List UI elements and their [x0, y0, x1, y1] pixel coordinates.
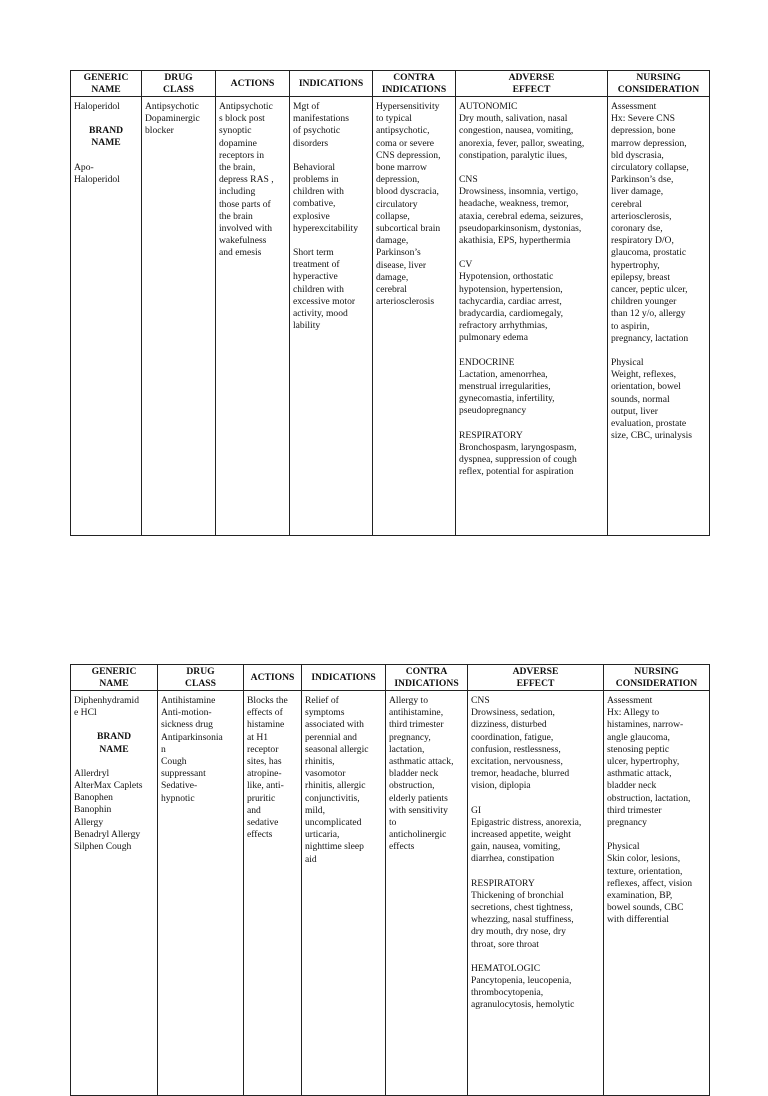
nursing-section: [607, 695, 706, 829]
adverse-section-text: Lactation, amenorrhea, menstrual irregularities, gynecomastia, infertility, pseudopregnancy: [459, 368, 555, 417]
header-generic-name: GENERIC NAME: [71, 71, 142, 97]
cell-contra-indications: [373, 97, 456, 536]
header-drug-class: DRUG CLASS: [158, 665, 244, 691]
cell-generic-name: [71, 97, 142, 536]
indication-item: Short term treatment of hyperactive children with excessive motor activity, mood lability: [293, 247, 356, 332]
cell-indications: [290, 97, 373, 536]
adverse-section: [459, 174, 604, 247]
drug-class: Antihistamine Anti-motion- sickness drug Antiparkinsonia n Cough suppressant Sedative- hypnotic: [161, 695, 223, 804]
brand-name-label: BRAND NAME: [96, 731, 132, 755]
nursing-section-title: Assessment: [607, 695, 653, 706]
actions-text: Antipsychotic s block post synoptic dopamine receptors in the brain, depress RAS , including those parts of the brain involved with wakefulness and emesis: [219, 101, 274, 259]
nursing-section-title: Physical: [607, 841, 640, 853]
adverse-section-text: Drowsiness, sedation, dizziness, disturbed coordination, fatigue, confusion, restlessness, excitation, nervousness, tremor, headache, blurred vision, diplopia: [471, 707, 570, 792]
nursing-section-text: Hx: Severe CNS depression, bone marrow depression, bld dyscrasia, circulatory collapse, Parkinson’s dse, liver damage, cerebral arteriosclerosis, coronary dse, respiratory D/O, glaucoma, prostatic hypertrophy, epilepsy, breast cancer, peptic ulcer, children younger than 12 y/o, allergy to aspirin, pregnancy, lactation: [611, 113, 689, 344]
cell-contra-indications: [386, 691, 468, 1096]
header-contra-indications: CONTRA INDICATIONS: [373, 71, 456, 97]
adverse-section: [471, 963, 600, 1012]
adverse-section-title: CV: [459, 259, 473, 271]
header-nursing-consideration: NURSING CONSIDERATION: [608, 71, 710, 97]
cell-nursing-consideration: [604, 691, 710, 1096]
cell-generic-name: [71, 691, 158, 1096]
table-header-row: [71, 665, 710, 691]
nursing-section: [607, 841, 706, 926]
header-adverse-effect: ADVERSE EFFECT: [456, 71, 608, 97]
adverse-section-title: AUTONOMIC: [459, 101, 518, 112]
header-adverse-effect: ADVERSE EFFECT: [468, 665, 604, 691]
drug-table-diphenhydramine: [70, 664, 710, 1096]
cell-adverse-effect: [456, 97, 608, 536]
nursing-section-text: Weight, reflexes, orientation, bowel sounds, normal output, liver evaluation, prostate size, CBC, urinalysis: [611, 369, 693, 442]
table-row: [71, 691, 710, 1096]
adverse-section-title: GI: [471, 804, 482, 816]
header-actions: ACTIONS: [244, 665, 302, 691]
cell-actions: [244, 691, 302, 1096]
generic-name: Diphenhydramid e HCl: [74, 695, 140, 719]
adverse-section: [459, 259, 604, 344]
indication-item: Mgt of manifestations of psychotic disorders: [293, 101, 349, 149]
adverse-section-text: Pancytopenia, leucopenia, thrombocytopenia, agranulocytosis, hemolytic: [471, 975, 575, 1011]
adverse-section-title: CNS: [471, 695, 490, 706]
nursing-section-title: Assessment: [611, 101, 657, 112]
adverse-section-title: RESPIRATORY: [459, 429, 523, 441]
cell-drug-class: [142, 97, 216, 536]
adverse-section: [459, 430, 604, 479]
header-indications: INDICATIONS: [302, 665, 386, 691]
actions-text: Blocks the effects of histamine at H1 receptor sites, has atropine- like, anti- pruritic and sedative effects: [247, 695, 288, 841]
cell-adverse-effect: [468, 691, 604, 1096]
header-actions: ACTIONS: [216, 71, 290, 97]
nursing-section: [611, 101, 706, 345]
adverse-section-text: Drowsiness, insomnia, vertigo, headache, weakness, tremor, ataxia, cerebral edema, seizures, pseudoparkinsonism, dystonias, akathisia, EPS, hyperthermia: [459, 186, 584, 247]
adverse-section-text: Thickening of bronchial secretions, chest tightness, whezzing, nasal stuffiness, dry mouth, dry nose, dry throat, sore throat: [471, 889, 574, 950]
indication-item: Behavioral problems in children with combative, explosive hyperexcitability: [293, 161, 359, 234]
brand-names: Allerdryl AlterMax Caplets Banophen Banophin Allergy Benadryl Allergy Silphen Cough: [74, 767, 143, 853]
adverse-section: [459, 101, 604, 162]
brand-names: Apo- Haloperidol: [74, 161, 120, 185]
drug-table-haloperidol: [70, 70, 710, 536]
nursing-section-title: Physical: [611, 357, 644, 369]
header-generic-name: GENERIC NAME: [71, 665, 158, 691]
nursing-section-text: Hx: Allegy to histamines, narrow- angle glaucoma, stenosing peptic ulcer, hypertrophy, asthmatic attack, bladder neck obstruction, lactation, third trimester pregnancy: [607, 707, 691, 829]
adverse-section-title: CNS: [459, 174, 478, 186]
header-contra-indications: CONTRA INDICATIONS: [386, 665, 468, 691]
contra-indications-text: Hypersensitivity to typical antipsychotic, coma or severe CNS depression, bone marrow depression, blood dyscracia, circulatory collapse, subcortical brain damage, Parkinson’s disease, liver damage, cerebral arteriosclerosis: [376, 101, 441, 308]
adverse-section: [471, 878, 600, 951]
cell-indications: [302, 691, 386, 1096]
cell-drug-class: [158, 691, 244, 1096]
drug-class: Antipsychotic Dopaminergic blocker: [145, 101, 200, 137]
nursing-section-text: Skin color, lesions, texture, orientation, reflexes, affect, vision examination, BP, bowel sounds, CBC with differential: [607, 853, 693, 926]
nursing-section: [611, 357, 706, 442]
adverse-section-text: Hypotension, orthostatic hypotension, hypertension, tachycardia, cardiac arrest, bradycardia, cardiomegaly, refractory arrhythmias, pulmonary edema: [459, 271, 564, 344]
indication-item: Relief of symptoms associated with perennial and seasonal allergic rhinitis, vasomotor rhinitis, allergic conjunctivitis, mild, uncomplicated urticaria, nighttime sleep aid: [305, 695, 369, 865]
table-header-row: [71, 71, 710, 97]
header-drug-class: DRUG CLASS: [142, 71, 216, 97]
adverse-section-title: ENDOCRINE: [459, 356, 515, 368]
generic-name: Haloperidol: [74, 101, 120, 112]
adverse-section-title: RESPIRATORY: [471, 877, 535, 889]
cell-actions: [216, 97, 290, 536]
brand-name-label: BRAND NAME: [88, 125, 124, 149]
table-row: [71, 97, 710, 536]
contra-indications-text: Allergy to antihistamine, third trimester pregnancy, lactation, asthmatic attack, bladder neck obstruction, elderly patients with sensitivity to anticholinergic effects: [389, 695, 454, 853]
adverse-section-title: HEMATOLOGIC: [471, 962, 541, 974]
adverse-section: [471, 805, 600, 866]
adverse-section-text: Epigastric distress, anorexia, increased appetite, weight gain, nausea, vomiting, diarrhea, constipation: [471, 816, 582, 865]
adverse-section-text: Dry mouth, salivation, nasal congestion, nausea, vomiting, anorexia, fever, pallor, sweating, constipation, paralytic ilues,: [459, 113, 585, 161]
header-nursing-consideration: NURSING CONSIDERATION: [604, 665, 710, 691]
adverse-section-text: Bronchospasm, laryngospasm, dyspnea, suppression of cough reflex, potential for aspiration: [459, 441, 577, 478]
adverse-section: [459, 357, 604, 418]
adverse-section: [471, 695, 600, 793]
header-indications: INDICATIONS: [290, 71, 373, 97]
cell-nursing-consideration: [608, 97, 710, 536]
